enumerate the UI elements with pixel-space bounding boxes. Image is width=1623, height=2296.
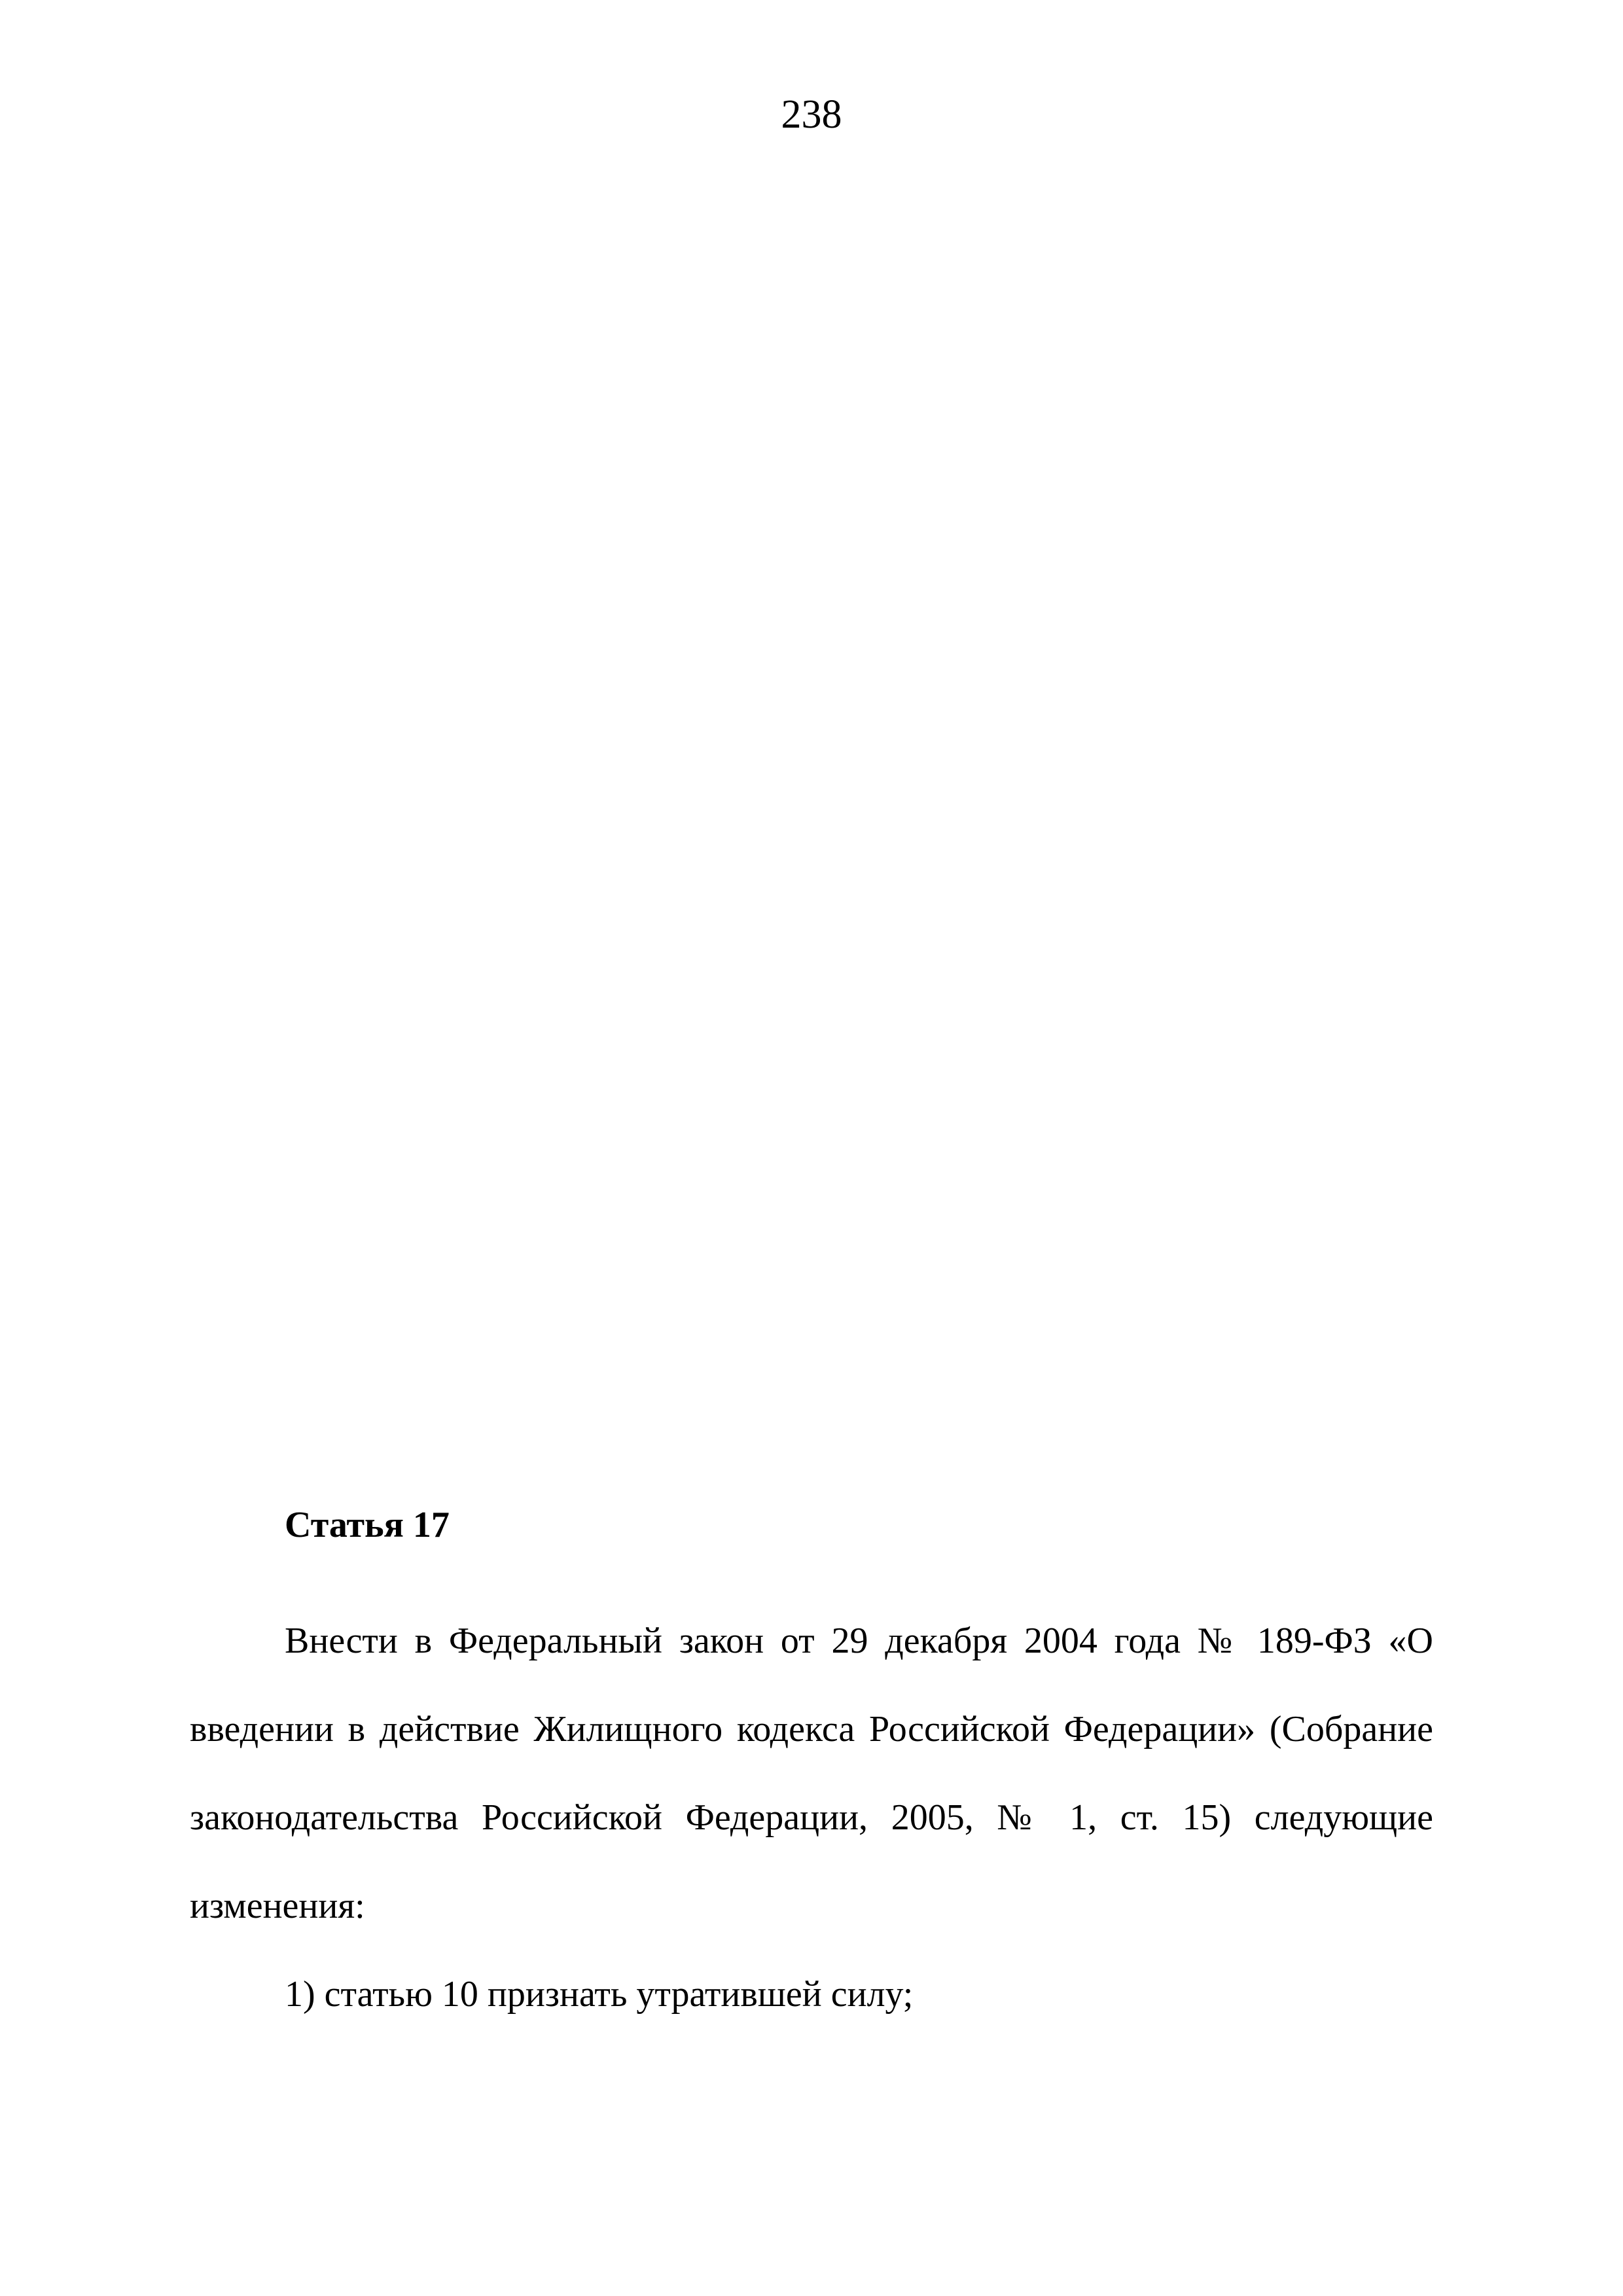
page-number: 238 [781,92,842,137]
article-block [190,1499,1433,2039]
article-paragraph-intro: Внести в Федеральный закон от 29 декабря 2004 года № 189-ФЗ «О введении в действие Жилищного кодекса Российской Федерации» (Собрание законодательства Российской Федерации, 2005, № 1, ст. 15) следующие изменения: [190,1621,1433,1926]
article-heading: Статья 17 [285,1505,450,1545]
article-paragraph-item-1: 1) статью 10 признать утратившей силу; [285,1974,914,2015]
